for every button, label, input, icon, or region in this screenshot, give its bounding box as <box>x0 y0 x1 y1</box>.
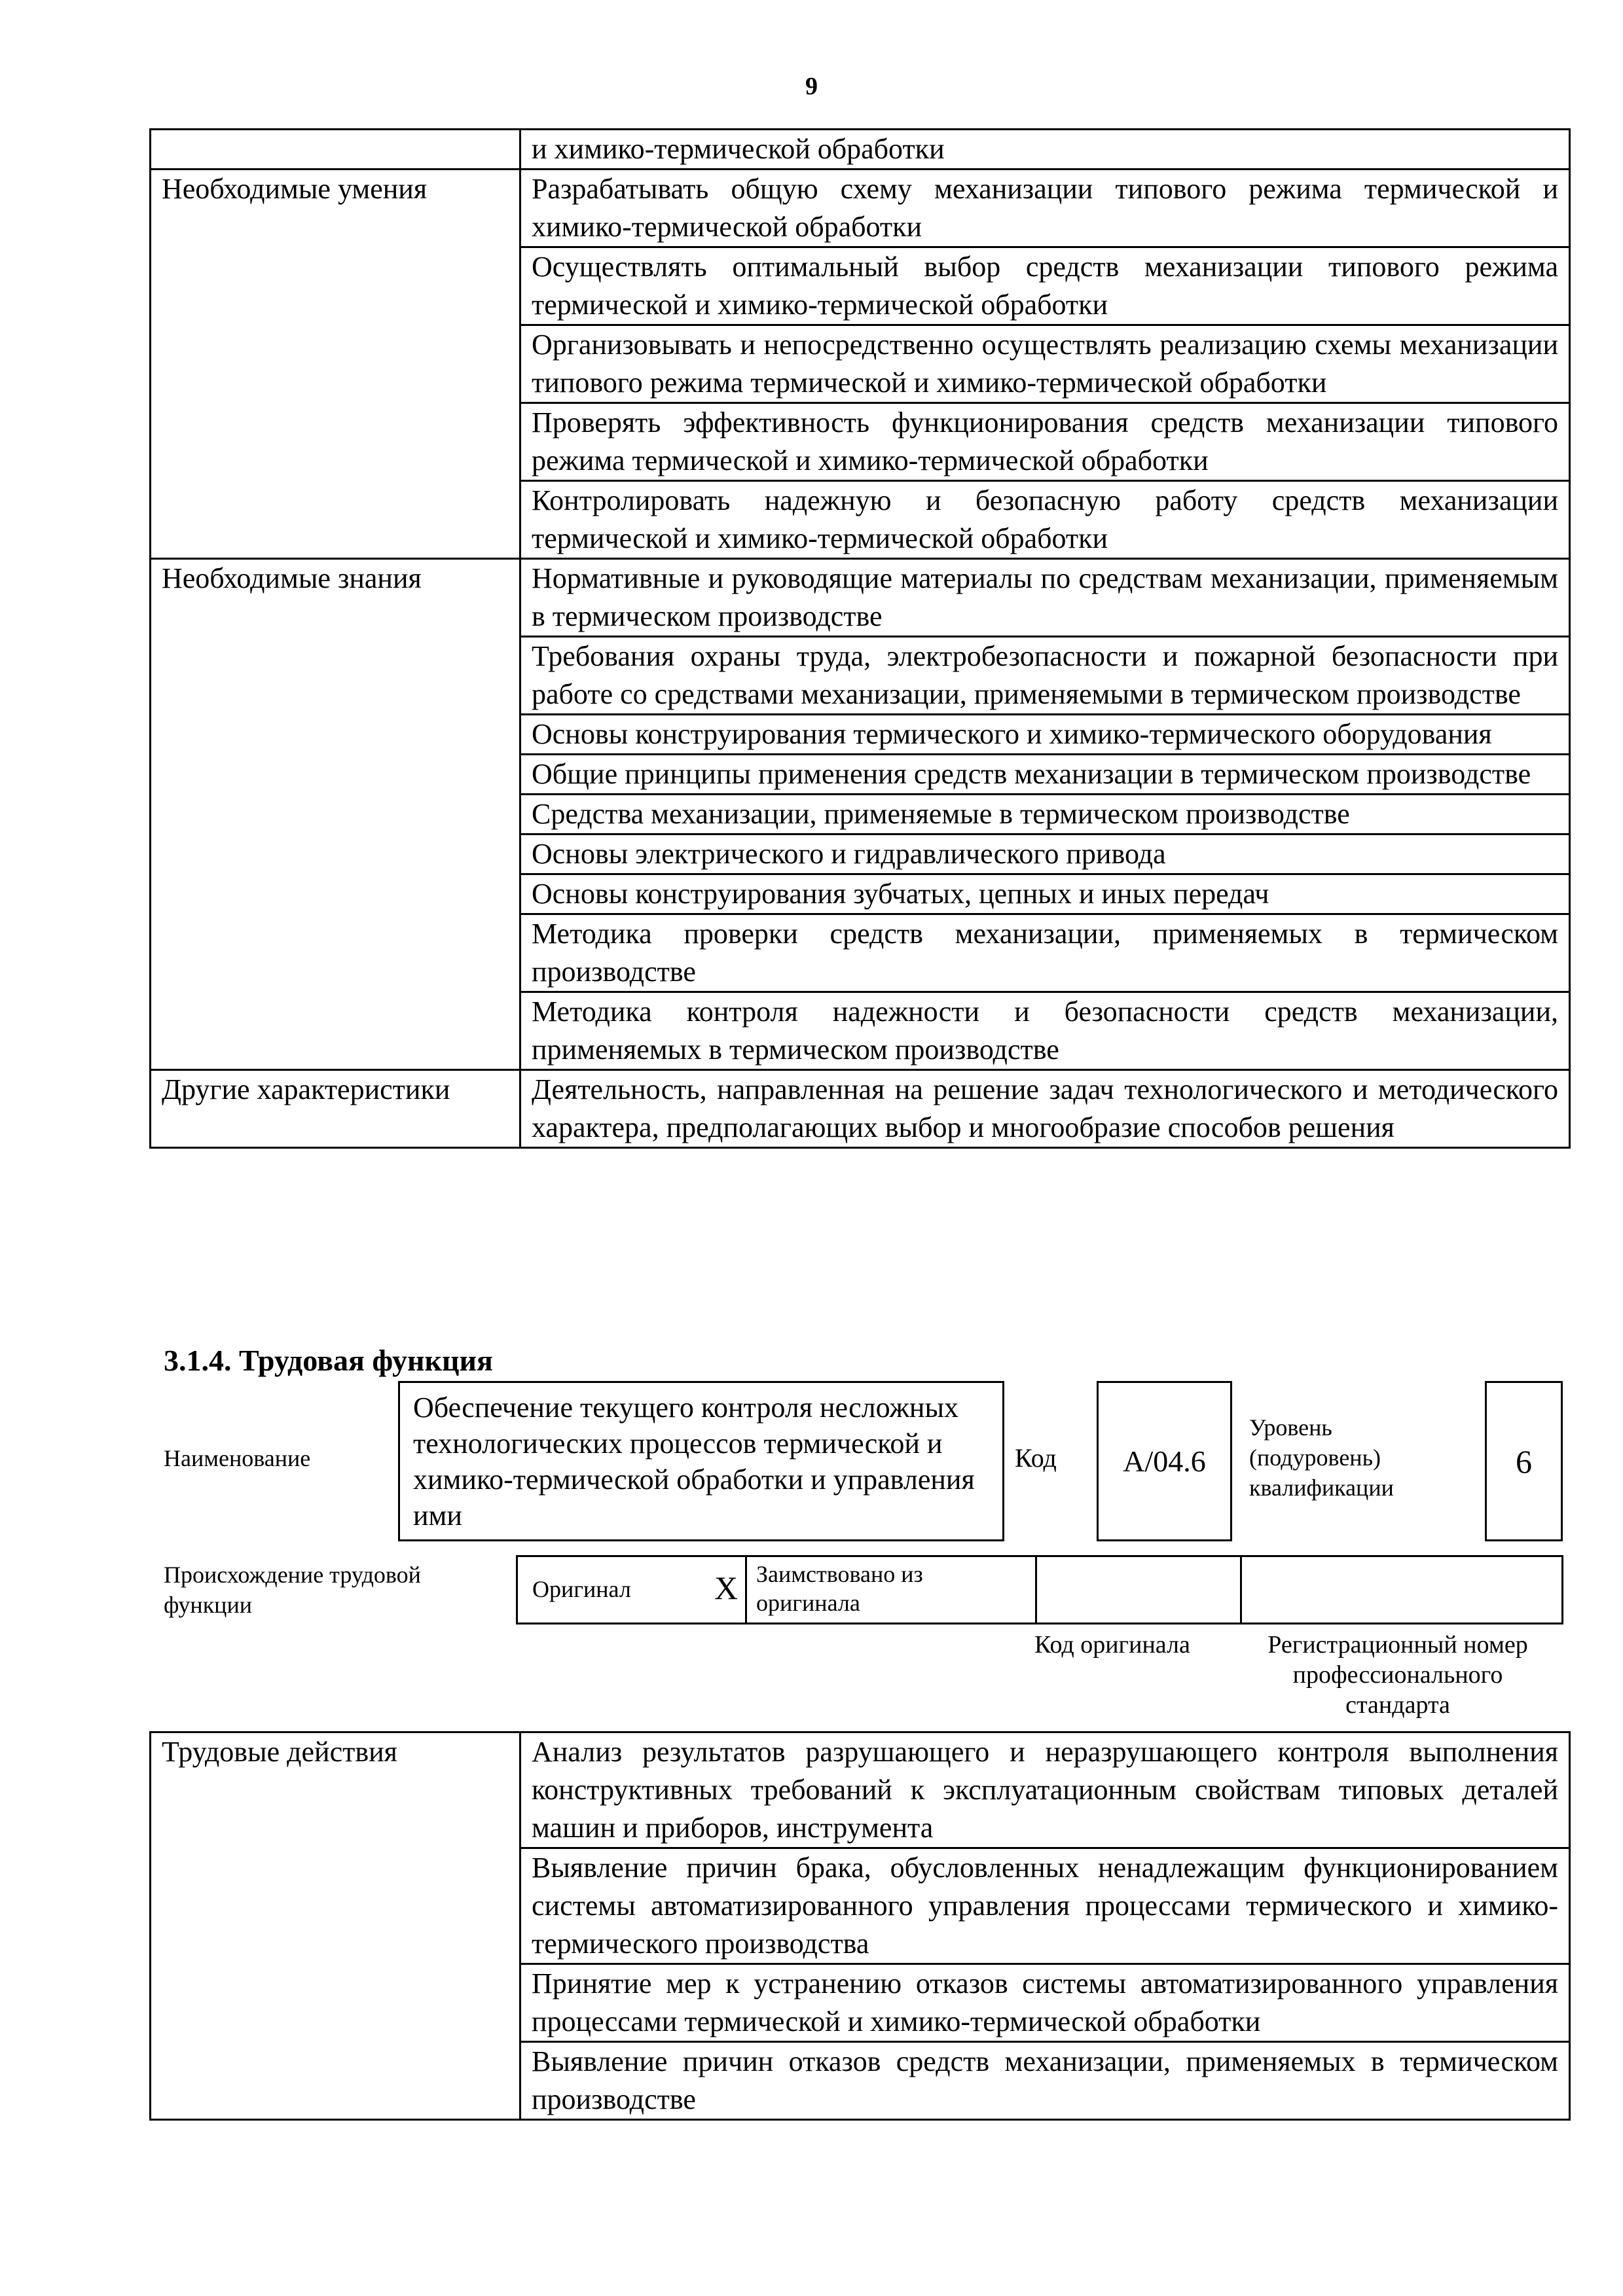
function-name: Обеспечение текущего контроля несложных технологических процессов термической и химико-термической обработки и управления ими <box>413 1391 975 1532</box>
skill-item: Организовывать и непосредственно осуществлять реализацию схемы механизации типового режима термической и химико-термической обработки <box>520 325 1570 403</box>
row-text: и химико-термической обработки <box>520 130 1570 170</box>
level-box <box>1485 1381 1563 1541</box>
knowledge-item: Основы электрического и гидравлического привода <box>520 834 1570 874</box>
reg-number-cell <box>1242 1557 1563 1623</box>
table-row <box>151 130 1570 170</box>
original-label: Оригинал <box>532 1576 631 1602</box>
original-cell <box>518 1557 747 1623</box>
knowledge-item: Методика контроля надежности и безопасности средств механизации, применяемых в термическом производстве <box>520 992 1570 1070</box>
code-box <box>1097 1381 1232 1541</box>
labor-action-item: Выявление причин брака, обусловленных ненадлежащим функционированием системы автоматизированного управления процессами термического и химико-термического производства <box>520 1848 1570 1964</box>
labor-action-item: Принятие мер к устранению отказов системы автоматизированного управления процессами термической и химико-термической обработки <box>520 1964 1570 2042</box>
code-value: A/04.6 <box>1123 1444 1206 1478</box>
table-row <box>151 170 1570 247</box>
labor-actions-label: Трудовые действия <box>151 1732 520 2120</box>
knowledge-item: Нормативные и руководящие материалы по средствам механизации, применяемым в термическом производстве <box>520 559 1570 637</box>
code-label: Код <box>1015 1443 1057 1473</box>
knowledge-item: Основы конструирования термического и химико-термического оборудования <box>520 715 1570 755</box>
original-mark: X <box>714 1570 739 1606</box>
origin-box <box>516 1555 1563 1624</box>
origin-label: Происхождение трудовой функции <box>164 1562 421 1618</box>
name-label: Наименование <box>164 1445 311 1471</box>
labor-action-item: Анализ результатов разрушающего и неразрушающего контроля выполнения конструктивных требований к эксплуатационным свойствам типовых деталей машин и приборов, инструмента <box>520 1732 1570 1848</box>
knowledge-item: Требования охраны труда, электробезопасности и пожарной безопасности при работе со средствами механизации, применяемыми в термическом производстве <box>520 637 1570 715</box>
other-item: Деятельность, направленная на решение задач технологического и методического характера, предполагающих выбор и многообразие способов решения <box>520 1070 1570 1148</box>
skills-label: Необходимые умения <box>151 170 520 559</box>
knowledge-item: Общие принципы применения средств механизации в термическом производстве <box>520 755 1570 795</box>
borrowed-cell <box>747 1557 1037 1623</box>
level-label: Уровень (подуровень) квалификации <box>1249 1414 1394 1501</box>
borrowed-label: Заимствовано из оригинала <box>756 1561 923 1616</box>
level-value: 6 <box>1516 1443 1532 1480</box>
labor-actions-table <box>149 1731 1571 2121</box>
table-row <box>151 1070 1570 1148</box>
table-row <box>151 1732 1570 1848</box>
knowledge-item: Основы конструирования зубчатых, цепных и иных передач <box>520 874 1570 914</box>
skill-item: Разрабатывать общую схему механизации типового режима термической и химико-термической обработки <box>520 170 1570 247</box>
reg-number-label: Регистрационный номер профессионального стандарта <box>1267 1631 1528 1719</box>
skill-item: Проверять эффективность функционирования средств механизации типового режима термической и химико-термической обработки <box>520 403 1570 481</box>
skill-item: Контролировать надежную и безопасную работу средств механизации термической и химико-термической обработки <box>520 481 1570 559</box>
table-row <box>151 559 1570 637</box>
code-original-cell <box>1037 1557 1242 1623</box>
knowledge-item: Методика проверки средств механизации, применяемых в термическом производстве <box>520 914 1570 992</box>
knowledge-label: Необходимые знания <box>151 559 520 1070</box>
competency-table <box>149 128 1571 1149</box>
labor-action-item: Выявление причин отказов средств механизации, применяемых в термическом производстве <box>520 2042 1570 2120</box>
knowledge-item: Средства механизации, применяемые в термическом производстве <box>520 795 1570 834</box>
code-original-label: Код оригинала <box>1034 1631 1190 1659</box>
section-title: 3.1.4. Трудовая функция <box>164 1343 496 1378</box>
function-name-box <box>398 1381 1004 1541</box>
page-number: 9 <box>805 73 818 100</box>
row-label <box>151 130 520 170</box>
other-label: Другие характеристики <box>151 1070 520 1148</box>
skill-item: Осуществлять оптимальный выбор средств механизации типового режима термической и химико-термической обработки <box>520 247 1570 325</box>
